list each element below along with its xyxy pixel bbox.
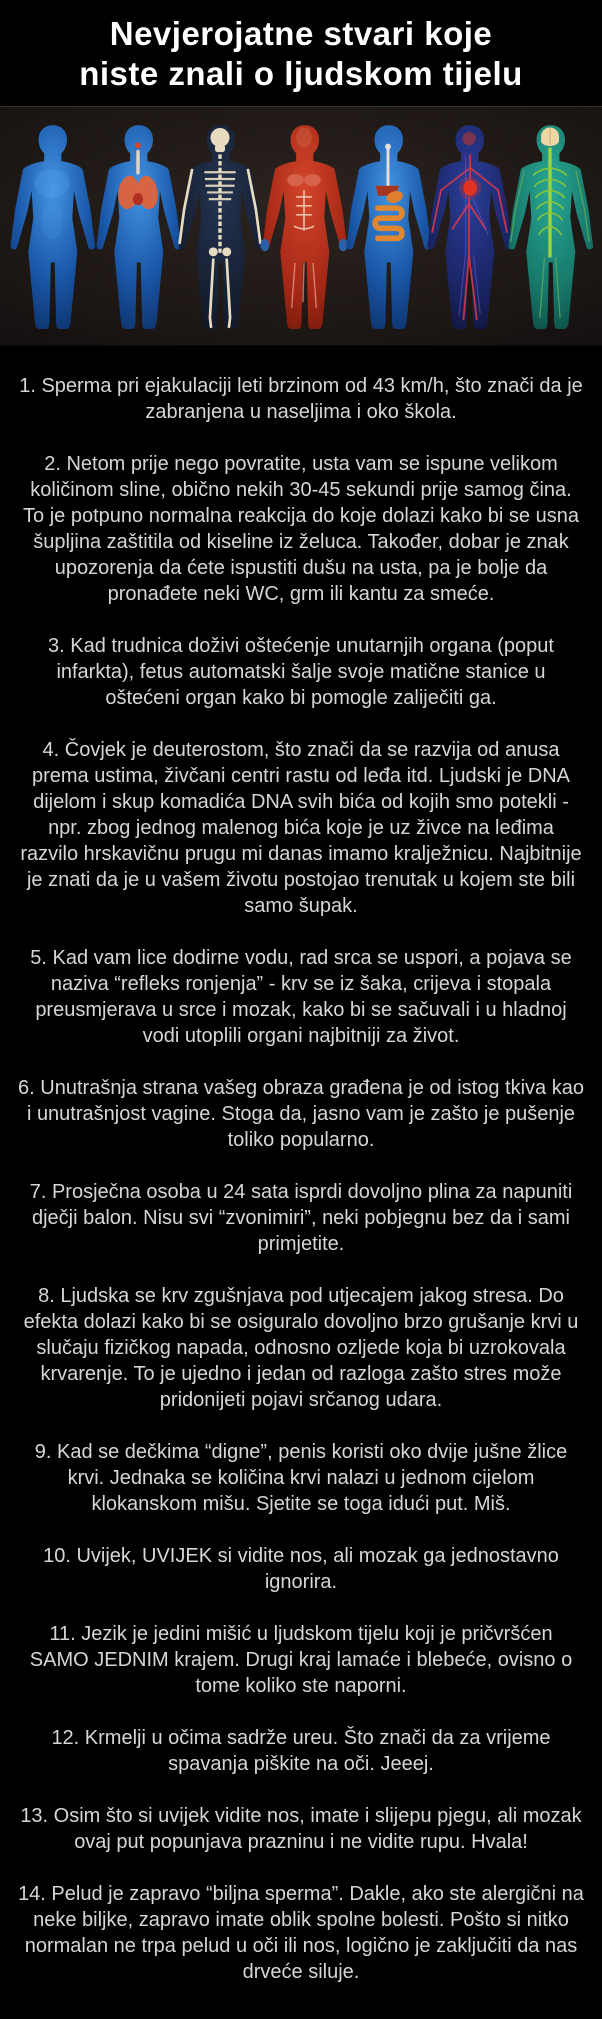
- fact-item: 13. Osim što si uvijek vidite nos, imate i slijepu pjegu, ali mozak ovaj put popunjava prazninu i ne vidite rupu. Hvala!: [20, 1805, 582, 1853]
- trachea-icon: [136, 150, 139, 175]
- fact-item: 6. Unutrašnja strana vašeg obraza građena je od istog tkiva kao i unutrašnjost vagine. Stoga da, jasno vam je zašto je pušenje toliko popularno.: [18, 1077, 584, 1151]
- facts-list: [0, 346, 602, 2019]
- fact-item: 12. Krmelji u očima sadrže ureu. Što znači da za vrijeme spavanja piškite na oči. Jeeej.: [51, 1727, 551, 1775]
- fact-item: 14. Pelud je zapravo “biljna sperma”. Dakle, ako ste alergični na neke biljke, zapravo imate oblik spolne bolesti. Pošto si nitko normalan ne trpa pelud u oči ili nos, logično je zaključiti da nas drveće siluje.: [18, 1883, 584, 1983]
- pectoral-right-icon: [304, 174, 321, 186]
- pectoral-left-icon: [287, 174, 304, 186]
- hand-left-icon: [260, 239, 269, 251]
- fact-item: 7. Prosječna osoba u 24 sata isprdi dovoljno plina za napuniti dječji balon. Nisu svi “zvonimiri”, neki pobjegnu bez da i sami primjetite.: [29, 1181, 573, 1255]
- title-line-1: Nevjerojatne stvari koje: [109, 15, 493, 52]
- body-systems-image: [0, 106, 602, 346]
- skull-icon: [210, 128, 229, 147]
- fact-item: 3. Kad trudnica doživi oštećenje unutarnjih organa (poput infarkta), fetus automatski šalje svoje matične stanice u oštećeni organ kako bi pomogle zaliječiti ga.: [48, 635, 554, 709]
- mouth-icon: [385, 144, 391, 150]
- fact-item: 11. Jezik je jedini mišić u ljudskom tijelu koji je pričvršćen SAMO JEDNIM krajem. Drugi kraj lamaće i blebeće, ovisno o tome koliko ste naporni.: [29, 1623, 573, 1697]
- fact-item: 4. Čovjek je deuterostom, što znači da se razvija od anusa prema ustima, živčani centri rastu od leđa itd. Ljudski je DNA dijelom i skup komadića DNA svih bića od kojih smo potekli - npr. zbog jednog malenog bića koje je uz živce na leđima razvilo hrskavičnu prugu mi danas imamo kralježnicu. Najbitnije je znati da je u vašem životu postojao trenutak u kojem ste bili samo šupak.: [20, 739, 582, 917]
- fact-item: 9. Kad se dečkima “digne”, penis koristi oko dvije jušne žlice krvi. Jednaka se količina krvi nalazi u jednom cijelom klokanskom mišu. Sjetite se toga idući put. Miš.: [34, 1441, 568, 1515]
- jaw-icon: [215, 145, 225, 152]
- head-vessels-icon: [462, 132, 475, 145]
- hand-right-icon: [339, 239, 348, 251]
- heart-icon: [133, 193, 143, 205]
- pelvis-left-icon: [209, 247, 218, 256]
- throat-icon: [135, 142, 141, 148]
- fact-item: 10. Uvijek, UVIJEK si vidite nos, ali mozak ga jednostavno ignorira.: [43, 1545, 559, 1593]
- title-line-2: niste znali o ljudskom tijelu: [79, 55, 523, 92]
- page-title: [10, 14, 592, 94]
- heart-icon: [463, 180, 476, 196]
- header: [0, 0, 602, 106]
- fact-item: 2. Netom prije nego povratite, usta vam se ispune velikom količinom sline, obično nekih 30-45 sekundi prije samog čina. To je potpuno normalna reakcija do koje dolazi kako bi se usna šupljina zaštitila od kiseline iz želuca. Također, dobar je znak upozorenja da ćete ispustiti dušu na usta, pa je bolje da pronađete neki WC, grm ili kantu za smeće.: [23, 453, 579, 605]
- fact-item: 5. Kad vam lice dodirne vodu, rad srca se uspori, a pojava se naziva “refleks ronjenja” - krv se iz šaka, crijeva i stopala preusmjerava u srce i mozak, kako bi se sačuvali i u hladnoj vodi utoplili organi najbitniji za život.: [30, 947, 572, 1047]
- pelvis-right-icon: [222, 247, 231, 256]
- fact-item: 8. Ljudska se krv zgušnjava pod utjecajem jakog stresa. Do efekta dolazi kako bi se osiguralo dovoljno brzo grušanje krvi u slučaju fizičkog napada, odnosno ozljede koja bi uzrokovala krvarenje. To je ujedno i jedan od razloga zašto stres može pridonijeti pojavi srčanog udara.: [23, 1285, 579, 1411]
- fact-item: 1. Sperma pri ejakulaciji leti brzinom od 43 km/h, što znači da je zabranjena u naseljima i oko škola.: [19, 375, 583, 423]
